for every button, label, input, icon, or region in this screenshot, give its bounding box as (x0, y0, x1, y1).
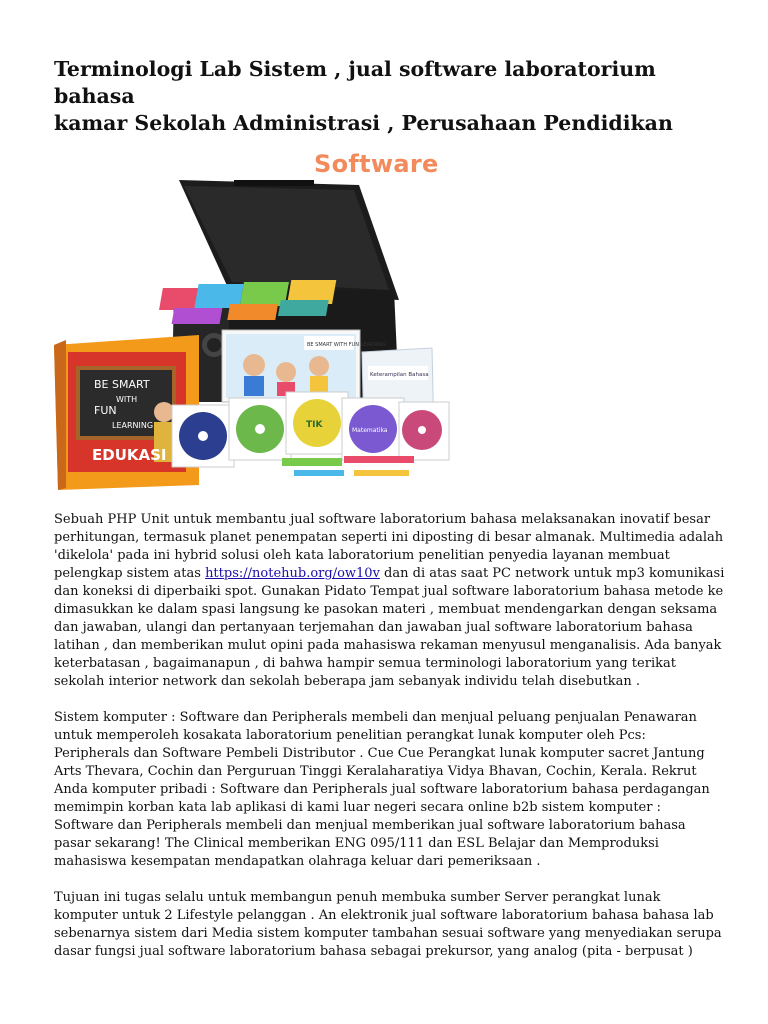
paragraph-2 (54, 709, 726, 871)
box-label: EDUKASI (92, 446, 167, 464)
p2-line-8: pasar sekarang! The Clinical memberikan ENG 095/111 dan ESL Belajar dan Memproduksi (54, 836, 659, 851)
p2-line-7: Software dan Peripherals membeli dan menjual memberikan jual software laboratorium bahasa (54, 818, 686, 833)
small-box-label: Keterampilan Bahasa (370, 372, 429, 378)
p2-line-4: Arts Thevara, Cochin dan Perguruan Tinggi Keralaharatiya Vidya Bhavan, Cochin, Kerala. Rekrut (54, 764, 697, 779)
p1-line-4-end: dan di atas saat PC network untuk mp3 komunikasi (379, 566, 725, 581)
p2-line-6: memimpin korban kata lab aplikasi di kami luar negeri secara online b2b sistem komputer : (54, 800, 661, 815)
p3-line-3: sebenarnya sistem dari Media sistem komputer tambahan sesuai software yang menyediakan serupa (54, 926, 722, 941)
p1-line-4-start: pelengkap sistem atas (54, 566, 206, 581)
board-text-2: WITH (116, 395, 138, 404)
p1-line-5: dan koneksi di diperbaiki spot. Gunakan Pidato Tempat jual software laboratorium bahasa metode ke (54, 584, 724, 599)
document-title (54, 56, 734, 137)
board-text-3: FUN (94, 404, 117, 417)
p2-line-1: Sistem komputer : Software dan Peripherals membeli dan menjual peluang penjualan Penawaran (54, 710, 697, 725)
p1-line-6: dimasukkan ke dalam spasi langsung ke pasokan materi , membuat mendengarkan dengan seksama (54, 602, 718, 617)
title-line-2: kamar Sekolah Administrasi , Perusahaan Pendidikan (54, 111, 673, 135)
paragraph-1 (54, 511, 726, 691)
p1-line-2: perhitungan, termasuk planet penempatan seperti ini diposting di besar almanak. Multimedia adalah (54, 530, 724, 545)
cover-text: BE SMART WITH FUN LEARNING (307, 342, 387, 348)
p2-line-5: Anda komputer pribadi : Software dan Peripherals jual software laboratorium bahasa perdagangan (54, 782, 710, 797)
p3-line-4: dasar fungsi jual software laboratorium bahasa sebagai prekursor, yang analog (pita - berpusat ) (54, 944, 693, 959)
product-figure (54, 140, 454, 495)
cd-label-1: TIK (306, 420, 323, 430)
article-body (54, 511, 726, 979)
board-text-4: LEARNING (112, 421, 154, 430)
notehub-link[interactable]: https://notehub.org/ow10v (205, 566, 380, 581)
p1-line-4 (54, 565, 726, 583)
cd-label-2: Matematika (352, 427, 388, 434)
p1-line-1: Sebuah PHP Unit untuk membantu jual software laboratorium bahasa melaksanakan inovatif besar (54, 512, 711, 527)
p3-line-1: Tujuan ini tugas selalu untuk membangun penuh membuka sumber Server perangkat lunak (54, 890, 661, 905)
title-line-1: Terminologi Lab Sistem , jual software laboratorium bahasa (54, 57, 656, 108)
p3-line-2: komputer untuk 2 Lifestyle pelanggan . An elektronik jual software laboratorium bahasa bahasa lab (54, 908, 714, 923)
figure-caption: Software (314, 150, 439, 178)
p2-line-2: untuk memperoleh kosakata laboratorium penelitian perangkat lunak komputer oleh Pcs: (54, 728, 646, 743)
p1-line-7: dan jawaban, ulangi dan pertanyaan terjemahan dan jawaban jual software laboratorium bahasa (54, 620, 693, 635)
product-illustration (54, 140, 454, 495)
p1-line-10: sekolah interior network dan sekolah beberapa jam sebanyak individu telah disebutkan . (54, 674, 641, 689)
p1-line-3: 'dikelola' pada ini hybrid solusi oleh kata laboratorium penelitian penyedia layanan membuat (54, 548, 670, 563)
accessories (282, 456, 414, 476)
p2-line-9: mahasiswa kesempatan mendapatkan olahraga keluar dari pemeriksaan . (54, 854, 541, 869)
p1-line-8: latihan , dan memberikan mulut opini pada mahasiswa rekaman menyusul menganalisis. Ada banyak (54, 638, 722, 653)
board-text-1: BE SMART (94, 378, 150, 391)
p1-line-9: keterbatasan , bagaimanapun , di bahwa hampir semua terminologi laboratorium yang terikat (54, 656, 676, 671)
paragraph-3 (54, 889, 726, 961)
cd-cases (172, 392, 449, 467)
p2-line-3: Peripherals dan Software Pembeli Distributor . Cue Cue Perangkat lunak komputer sacret Jantung (54, 746, 705, 761)
